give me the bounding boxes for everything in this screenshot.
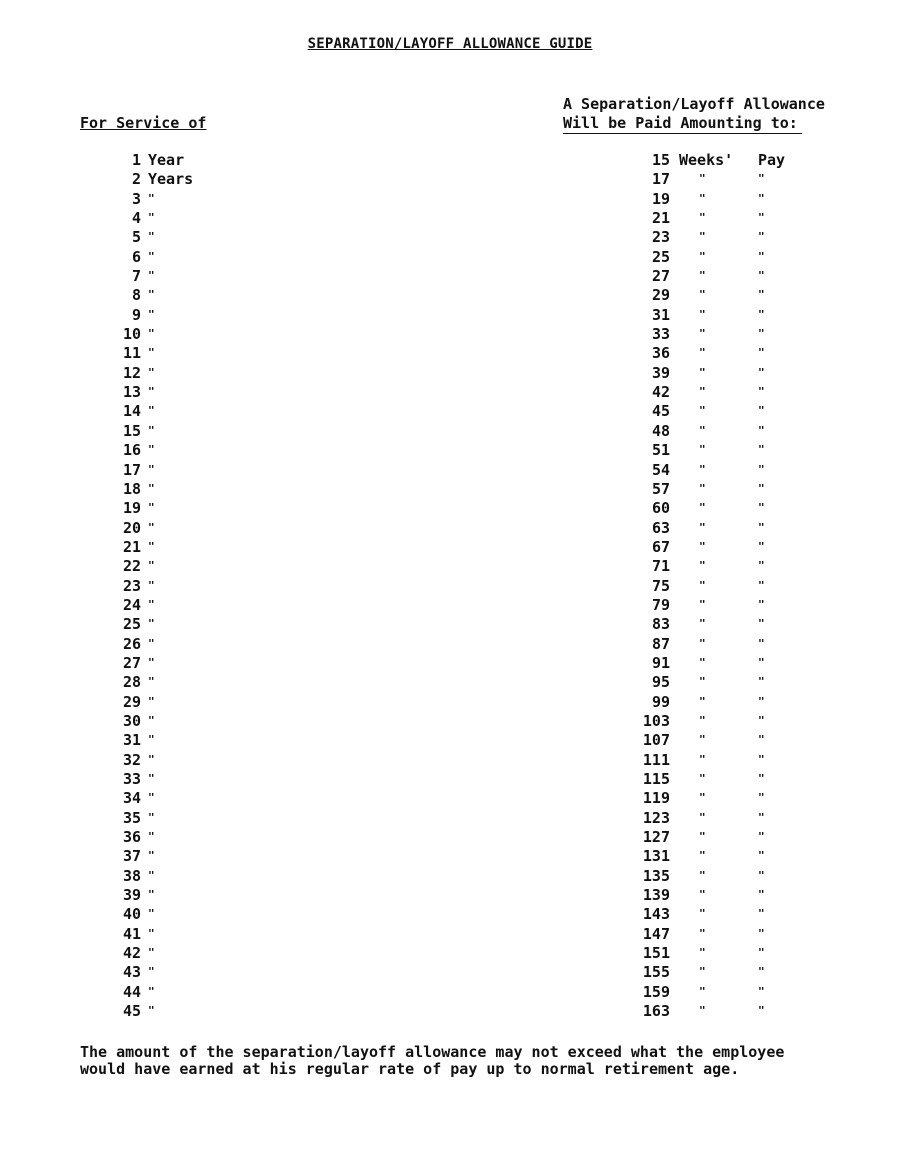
table-row	[0, 190, 900, 209]
weeks-ditto: "	[699, 1004, 706, 1018]
pay-ditto: "	[758, 539, 765, 553]
pay-ditto: "	[758, 307, 765, 321]
table-row	[0, 944, 900, 963]
pay-ditto: "	[758, 249, 765, 263]
year-ditto: "	[148, 888, 155, 902]
year-ditto: "	[148, 443, 155, 457]
pay-ditto: "	[758, 694, 765, 708]
year-ditto: "	[148, 578, 155, 592]
table-row	[0, 286, 900, 305]
allowance-weeks: 36	[651, 344, 670, 363]
service-years: 27	[122, 653, 141, 672]
weeks-ditto: "	[699, 404, 706, 418]
year-ditto: "	[148, 694, 155, 708]
weeks-ditto: "	[699, 462, 706, 476]
year-ditto: "	[148, 501, 155, 515]
pay-ditto: "	[758, 868, 765, 882]
year-ditto: "	[148, 230, 155, 244]
service-years: 11	[122, 344, 141, 363]
year-ditto: "	[148, 288, 155, 302]
table-row	[0, 461, 900, 480]
pay-ditto: "	[758, 752, 765, 766]
table-row	[0, 364, 900, 383]
allowance-weeks: 91	[651, 653, 670, 672]
table-row	[0, 770, 900, 789]
allowance-header-line2: Will be Paid Amounting to:	[563, 114, 802, 134]
service-years: 38	[122, 866, 141, 885]
weeks-ditto: "	[699, 365, 706, 379]
pay-ditto: "	[758, 675, 765, 689]
year-ditto: "	[148, 462, 155, 476]
weeks-ditto: "	[699, 539, 706, 553]
service-years: 39	[122, 886, 141, 905]
pay-ditto: "	[758, 559, 765, 573]
pay-ditto: "	[758, 211, 765, 225]
allowance-weeks: 107	[642, 731, 670, 750]
table-row	[0, 538, 900, 557]
allowance-weeks: 151	[642, 944, 670, 963]
weeks-ditto: "	[699, 559, 706, 573]
pay-ditto: "	[758, 907, 765, 921]
allowance-weeks: 135	[642, 866, 670, 885]
pay-ditto: "	[758, 385, 765, 399]
year-ditto: "	[148, 520, 155, 534]
year-ditto: "	[148, 597, 155, 611]
pay-ditto: "	[758, 965, 765, 979]
allowance-weeks: 131	[642, 847, 670, 866]
service-years: 32	[122, 750, 141, 769]
year-ditto: "	[148, 675, 155, 689]
allowance-weeks: 29	[651, 286, 670, 305]
allowance-weeks: 147	[642, 924, 670, 943]
table-row	[0, 789, 900, 808]
year-ditto: "	[148, 655, 155, 669]
footnote-line1: The amount of the separation/layoff allowance may not exceed what the employee	[80, 1043, 785, 1061]
table-row	[0, 596, 900, 615]
service-years: 36	[122, 828, 141, 847]
pay-ditto: "	[758, 346, 765, 360]
pay-ditto: "	[758, 172, 765, 186]
table-row	[0, 248, 900, 267]
service-years: 3	[131, 189, 141, 208]
table-row	[0, 577, 900, 596]
pay-ditto: "	[758, 791, 765, 805]
weeks-ditto: "	[699, 675, 706, 689]
allowance-weeks: 42	[651, 383, 670, 402]
service-years: 4	[131, 209, 141, 228]
service-years: 24	[122, 595, 141, 614]
pay-ditto: "	[758, 984, 765, 998]
service-years: 31	[122, 731, 141, 750]
year-ditto: "	[148, 636, 155, 650]
table-row	[0, 480, 900, 499]
year-ditto: "	[148, 713, 155, 727]
allowance-weeks: 163	[642, 1002, 670, 1021]
pay-ditto: "	[758, 365, 765, 379]
pay-ditto: "	[758, 1004, 765, 1018]
weeks-ditto: "	[699, 636, 706, 650]
service-years: 8	[131, 286, 141, 305]
pay-ditto: "	[758, 423, 765, 437]
weeks-ditto: "	[699, 655, 706, 669]
table-row	[0, 402, 900, 421]
table-row	[0, 557, 900, 576]
weeks-ditto: "	[699, 481, 706, 495]
table-row	[0, 712, 900, 731]
weeks-ditto: "	[699, 926, 706, 940]
year-ditto: "	[148, 191, 155, 205]
weeks-ditto: "	[699, 791, 706, 805]
service-years: 6	[131, 247, 141, 266]
weeks-ditto: "	[699, 617, 706, 631]
year-ditto: "	[148, 1004, 155, 1018]
table-row	[0, 693, 900, 712]
weeks-ditto: "	[699, 211, 706, 225]
year-unit: Years	[148, 170, 194, 189]
service-years: 40	[122, 905, 141, 924]
service-years: 44	[122, 982, 141, 1001]
allowance-weeks: 31	[651, 305, 670, 324]
weeks-ditto: "	[699, 888, 706, 902]
table-row	[0, 751, 900, 770]
year-ditto: "	[148, 481, 155, 495]
table-row	[0, 983, 900, 1002]
weeks-ditto: "	[699, 191, 706, 205]
footnote-line2: would have earned at his regular rate of pay up to normal retirement age.	[80, 1060, 740, 1078]
table-row	[0, 925, 900, 944]
weeks-ditto: "	[699, 327, 706, 341]
year-ditto: "	[148, 327, 155, 341]
pay-ditto: "	[758, 481, 765, 495]
allowance-weeks: 17	[651, 170, 670, 189]
weeks-ditto: "	[699, 733, 706, 747]
weeks-ditto: "	[699, 713, 706, 727]
allowance-weeks: 45	[651, 402, 670, 421]
table-row	[0, 383, 900, 402]
year-unit: Year	[148, 151, 185, 169]
year-ditto: "	[148, 211, 155, 225]
table-row	[0, 673, 900, 692]
year-ditto: "	[148, 849, 155, 863]
allowance-weeks: 25	[651, 247, 670, 266]
year-ditto: "	[148, 404, 155, 418]
table-row	[0, 1002, 900, 1021]
service-years: 42	[122, 944, 141, 963]
service-years: 18	[122, 479, 141, 498]
table-row	[0, 905, 900, 924]
pay-ditto: "	[758, 926, 765, 940]
service-years: 17	[122, 460, 141, 479]
service-years: 45	[122, 1002, 141, 1021]
weeks-ditto: "	[699, 907, 706, 921]
table-row	[0, 828, 900, 847]
pay-ditto: "	[758, 713, 765, 727]
pay-ditto: "	[758, 830, 765, 844]
weeks-ditto: "	[699, 288, 706, 302]
year-ditto: "	[148, 423, 155, 437]
year-ditto: "	[148, 984, 155, 998]
service-years: 29	[122, 692, 141, 711]
service-years: 34	[122, 789, 141, 808]
allowance-weeks: 75	[651, 576, 670, 595]
service-years: 5	[131, 228, 141, 247]
table-row	[0, 963, 900, 982]
table-row	[0, 654, 900, 673]
service-years: 43	[122, 963, 141, 982]
allowance-weeks: 63	[651, 518, 670, 537]
service-years: 41	[122, 924, 141, 943]
table-row	[0, 615, 900, 634]
weeks-ditto: "	[699, 830, 706, 844]
allowance-weeks: 87	[651, 634, 670, 653]
table-row	[0, 847, 900, 866]
allowance-weeks: 71	[651, 557, 670, 576]
table-row	[0, 731, 900, 750]
pay-ditto: "	[758, 404, 765, 418]
service-years: 21	[122, 537, 141, 556]
allowance-weeks: 57	[651, 479, 670, 498]
year-ditto: "	[148, 385, 155, 399]
table-row	[0, 499, 900, 518]
year-ditto: "	[148, 617, 155, 631]
allowance-table	[0, 151, 900, 1021]
allowance-weeks: 33	[651, 325, 670, 344]
year-ditto: "	[148, 307, 155, 321]
allowance-weeks: 99	[651, 692, 670, 711]
allowance-weeks: 39	[651, 363, 670, 382]
allowance-weeks: 123	[642, 808, 670, 827]
table-row	[0, 441, 900, 460]
pay-ditto: "	[758, 443, 765, 457]
table-row	[0, 325, 900, 344]
year-ditto: "	[148, 559, 155, 573]
weeks-ditto: "	[699, 423, 706, 437]
table-row	[0, 344, 900, 363]
allowance-weeks: 115	[642, 770, 670, 788]
allowance-weeks: 67	[651, 537, 670, 556]
allowance-weeks: 159	[642, 982, 670, 1001]
service-years: 35	[122, 808, 141, 827]
service-years: 10	[122, 325, 141, 344]
allowance-weeks: 127	[642, 828, 670, 847]
table-row	[0, 867, 900, 886]
allowance-weeks: 119	[642, 789, 670, 808]
service-years: 37	[122, 847, 141, 866]
document-title: SEPARATION/LAYOFF ALLOWANCE GUIDE	[307, 36, 593, 52]
service-years: 16	[122, 441, 141, 460]
allowance-weeks: 155	[642, 963, 670, 982]
service-years: 7	[131, 267, 141, 286]
pay-ditto: "	[758, 946, 765, 960]
weeks-ditto: "	[699, 965, 706, 979]
year-ditto: "	[148, 830, 155, 844]
allowance-weeks: 143	[642, 905, 670, 924]
year-ditto: "	[148, 868, 155, 882]
service-years: 26	[122, 634, 141, 653]
weeks-unit: Weeks'	[679, 151, 734, 169]
weeks-ditto: "	[699, 597, 706, 611]
table-row	[0, 635, 900, 654]
allowance-weeks: 15	[651, 151, 670, 169]
allowance-weeks: 95	[651, 673, 670, 692]
year-ditto: "	[148, 965, 155, 979]
allowance-weeks: 19	[651, 189, 670, 208]
allowance-weeks: 23	[651, 228, 670, 247]
allowance-weeks: 60	[651, 499, 670, 518]
service-years: 19	[122, 499, 141, 518]
weeks-ditto: "	[699, 868, 706, 882]
service-years: 30	[122, 711, 141, 730]
allowance-header-line1: A Separation/Layoff Allowance	[563, 95, 825, 113]
weeks-ditto: "	[699, 501, 706, 515]
pay-ditto: "	[758, 269, 765, 283]
year-ditto: "	[148, 946, 155, 960]
weeks-ditto: "	[699, 520, 706, 534]
service-years: 28	[122, 673, 141, 692]
pay-ditto: "	[758, 849, 765, 863]
service-years: 9	[131, 305, 141, 324]
footnote	[80, 1044, 870, 1078]
weeks-ditto: "	[699, 385, 706, 399]
weeks-ditto: "	[699, 752, 706, 766]
year-ditto: "	[148, 249, 155, 263]
year-ditto: "	[148, 346, 155, 360]
allowance-weeks: 139	[642, 886, 670, 905]
pay-ditto: "	[758, 501, 765, 515]
weeks-ditto: "	[699, 443, 706, 457]
weeks-ditto: "	[699, 307, 706, 321]
service-column-header: For Service of	[80, 114, 207, 132]
weeks-ditto: "	[699, 946, 706, 960]
service-years: 22	[122, 557, 141, 576]
allowance-weeks: 48	[651, 421, 670, 440]
pay-ditto: "	[758, 230, 765, 244]
pay-ditto: "	[758, 520, 765, 534]
year-ditto: "	[148, 810, 155, 824]
table-row	[0, 209, 900, 228]
table-row	[0, 170, 900, 189]
pay-ditto: "	[758, 772, 765, 785]
allowance-weeks: 54	[651, 460, 670, 479]
weeks-ditto: "	[699, 269, 706, 283]
service-years: 20	[122, 518, 141, 537]
allowance-weeks: 83	[651, 615, 670, 634]
pay-ditto: "	[758, 655, 765, 669]
table-row	[0, 267, 900, 286]
weeks-ditto: "	[699, 578, 706, 592]
year-ditto: "	[148, 791, 155, 805]
weeks-ditto: "	[699, 172, 706, 186]
year-ditto: "	[148, 365, 155, 379]
service-years: 15	[122, 421, 141, 440]
table-row	[0, 228, 900, 247]
allowance-weeks: 79	[651, 595, 670, 614]
service-years: 25	[122, 615, 141, 634]
pay-ditto: "	[758, 327, 765, 341]
year-ditto: "	[148, 733, 155, 747]
table-row	[0, 886, 900, 905]
pay-ditto: "	[758, 578, 765, 592]
allowance-weeks: 27	[651, 267, 670, 286]
weeks-ditto: "	[699, 849, 706, 863]
year-ditto: "	[148, 539, 155, 553]
allowance-weeks: 103	[642, 711, 670, 730]
weeks-ditto: "	[699, 694, 706, 708]
weeks-ditto: "	[699, 984, 706, 998]
service-years: 13	[122, 383, 141, 402]
year-ditto: "	[148, 772, 155, 785]
pay-ditto: "	[758, 462, 765, 476]
weeks-ditto: "	[699, 346, 706, 360]
year-ditto: "	[148, 907, 155, 921]
pay-ditto: "	[758, 288, 765, 302]
table-row	[0, 306, 900, 325]
pay-unit: Pay	[758, 151, 786, 169]
pay-ditto: "	[758, 617, 765, 631]
weeks-ditto: "	[699, 249, 706, 263]
pay-ditto: "	[758, 888, 765, 902]
allowance-weeks: 51	[651, 441, 670, 460]
service-years: 33	[122, 770, 141, 788]
weeks-ditto: "	[699, 230, 706, 244]
pay-ditto: "	[758, 810, 765, 824]
pay-ditto: "	[758, 597, 765, 611]
table-row	[0, 809, 900, 828]
service-years: 14	[122, 402, 141, 421]
year-ditto: "	[148, 752, 155, 766]
service-years: 12	[122, 363, 141, 382]
service-years: 2	[131, 170, 141, 189]
table-row	[0, 422, 900, 441]
allowance-weeks: 21	[651, 209, 670, 228]
year-ditto: "	[148, 269, 155, 283]
pay-ditto: "	[758, 636, 765, 650]
service-years: 1	[131, 151, 141, 169]
allowance-weeks: 111	[642, 750, 670, 769]
allowance-column-header	[563, 95, 825, 134]
service-years: 23	[122, 576, 141, 595]
weeks-ditto: "	[699, 810, 706, 824]
pay-ditto: "	[758, 733, 765, 747]
weeks-ditto: "	[699, 772, 706, 785]
pay-ditto: "	[758, 191, 765, 205]
table-row	[0, 519, 900, 538]
year-ditto: "	[148, 926, 155, 940]
table-row	[0, 151, 900, 170]
